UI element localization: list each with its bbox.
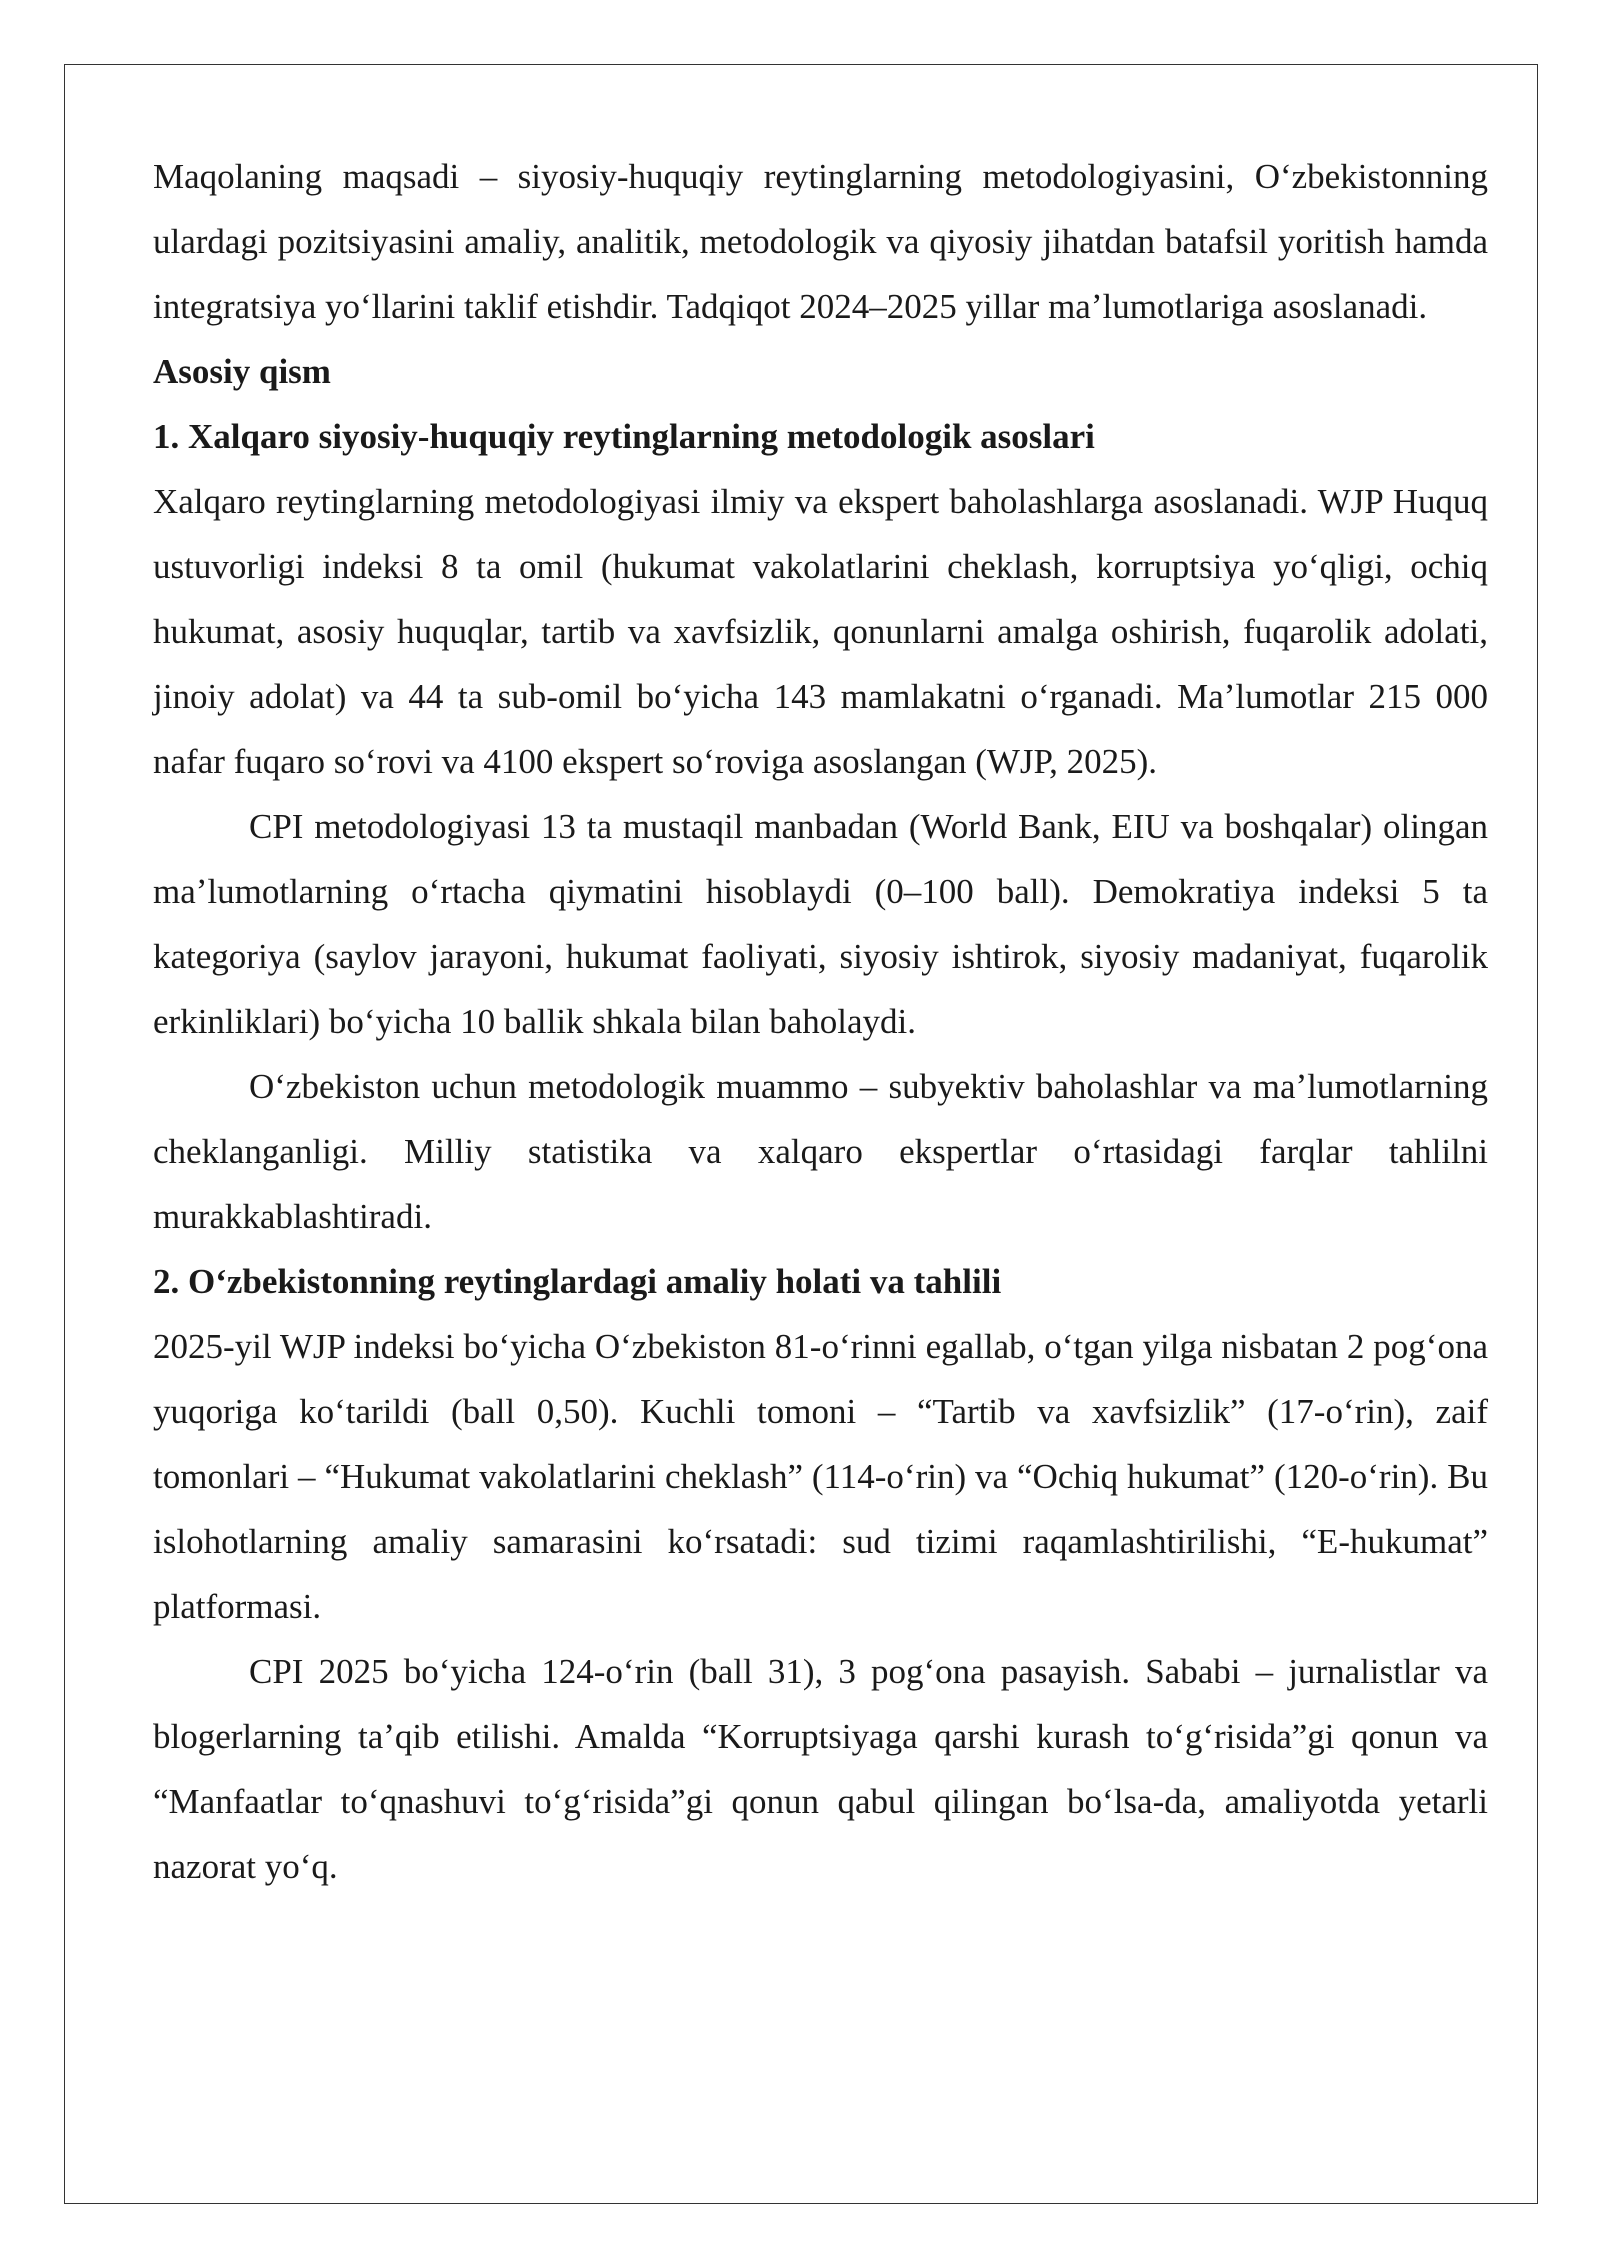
section-heading-2: 2. Oʻzbekistonning reytinglardagi amaliy holati va tahlili <box>153 1262 1002 1301</box>
paragraph-wjp-methodology: Xalqaro reytinglarning metodologiyasi ilmiy va ekspert baholashlarga asoslanadi. WJP Huquq ustuvorligi indeksi 8 ta omil (hukumat vakolatlarini cheklash, korruptsiya yoʻqligi, ochiq hukumat, asosiy huquqlar, tartib va xavfsizlik, qonunlarni amalga oshirish, fuqarolik adolati, jinoiy adolat) va 44 ta sub-omil boʻyicha 143 mamlakatni oʻrganadi. Maʼlumotlar 215 000 nafar fuqaro soʻrovi va 4100 ekspert soʻroviga asoslangan (WJP, 2025). <box>153 482 1488 781</box>
section-heading-1: 1. Xalqaro siyosiy-huquqiy reytinglarning metodologik asoslari <box>153 417 1095 456</box>
paragraph-cpi-2025: CPI 2025 boʻyicha 124-oʻrin (ball 31), 3 pogʻona pasayish. Sababi – jurnalistlar va blogerlarning taʼqib etilishi. Amalda “Korruptsiyaga qarshi kurash toʻgʻrisida”gi qonun va “Manfaatlar toʻqnashuvi toʻgʻrisida”gi qonun qabul qilingan boʻlsa-da, amaliyotda yetarli nazorat yoʻq. <box>153 1652 1488 1886</box>
paragraph-wjp-2025: 2025-yil WJP indeksi boʻyicha Oʻzbekiston 81-oʻrinni egallab, oʻtgan yilga nisbatan 2 pogʻona yuqoriga koʻtarildi (ball 0,50). Kuchli tomoni – “Tartib va xavfsizlik” (17-oʻrin), zaif tomonlari – “Hukumat vakolatlarini cheklash” (114-oʻrin) va “Ochiq hukumat” (120-oʻrin). Bu islohotlarning amaliy samarasini koʻrsatadi: sud tizimi raqamlashtirilishi, “E-hukumat” platformasi. <box>153 1327 1488 1626</box>
paragraph-methodological-problem: Oʻzbekiston uchun metodologik muammo – subyektiv baholashlar va maʼlumotlarning cheklanganligi. Milliy statistika va xalqaro ekspertlar oʻrtasidagi farqlar tahlilni murakkablashtiradi. <box>153 1067 1488 1236</box>
section-heading-main: Asosiy qism <box>153 352 331 391</box>
document-body <box>153 144 1488 1899</box>
intro-paragraph: Maqolaning maqsadi – siyosiy-huquqiy reytinglarning metodologiyasini, Oʻzbekistonning ulardagi pozitsiyasini amaliy, analitik, metodologik va qiyosiy jihatdan batafsil yoritish hamda integratsiya yoʻllarini taklif etishdir. Tadqiqot 2024–2025 yillar maʼlumotlariga asoslanadi. <box>153 157 1488 326</box>
paragraph-cpi-methodology: CPI metodologiyasi 13 ta mustaqil manbadan (World Bank, EIU va boshqalar) olingan maʼlumotlarning oʻrtacha qiymatini hisoblaydi (0–100 ball). Demokratiya indeksi 5 ta kategoriya (saylov jarayoni, hukumat faoliyati, siyosiy ishtirok, siyosiy madaniyat, fuqarolik erkinliklari) boʻyicha 10 ballik shkala bilan baholaydi. <box>153 807 1488 1041</box>
